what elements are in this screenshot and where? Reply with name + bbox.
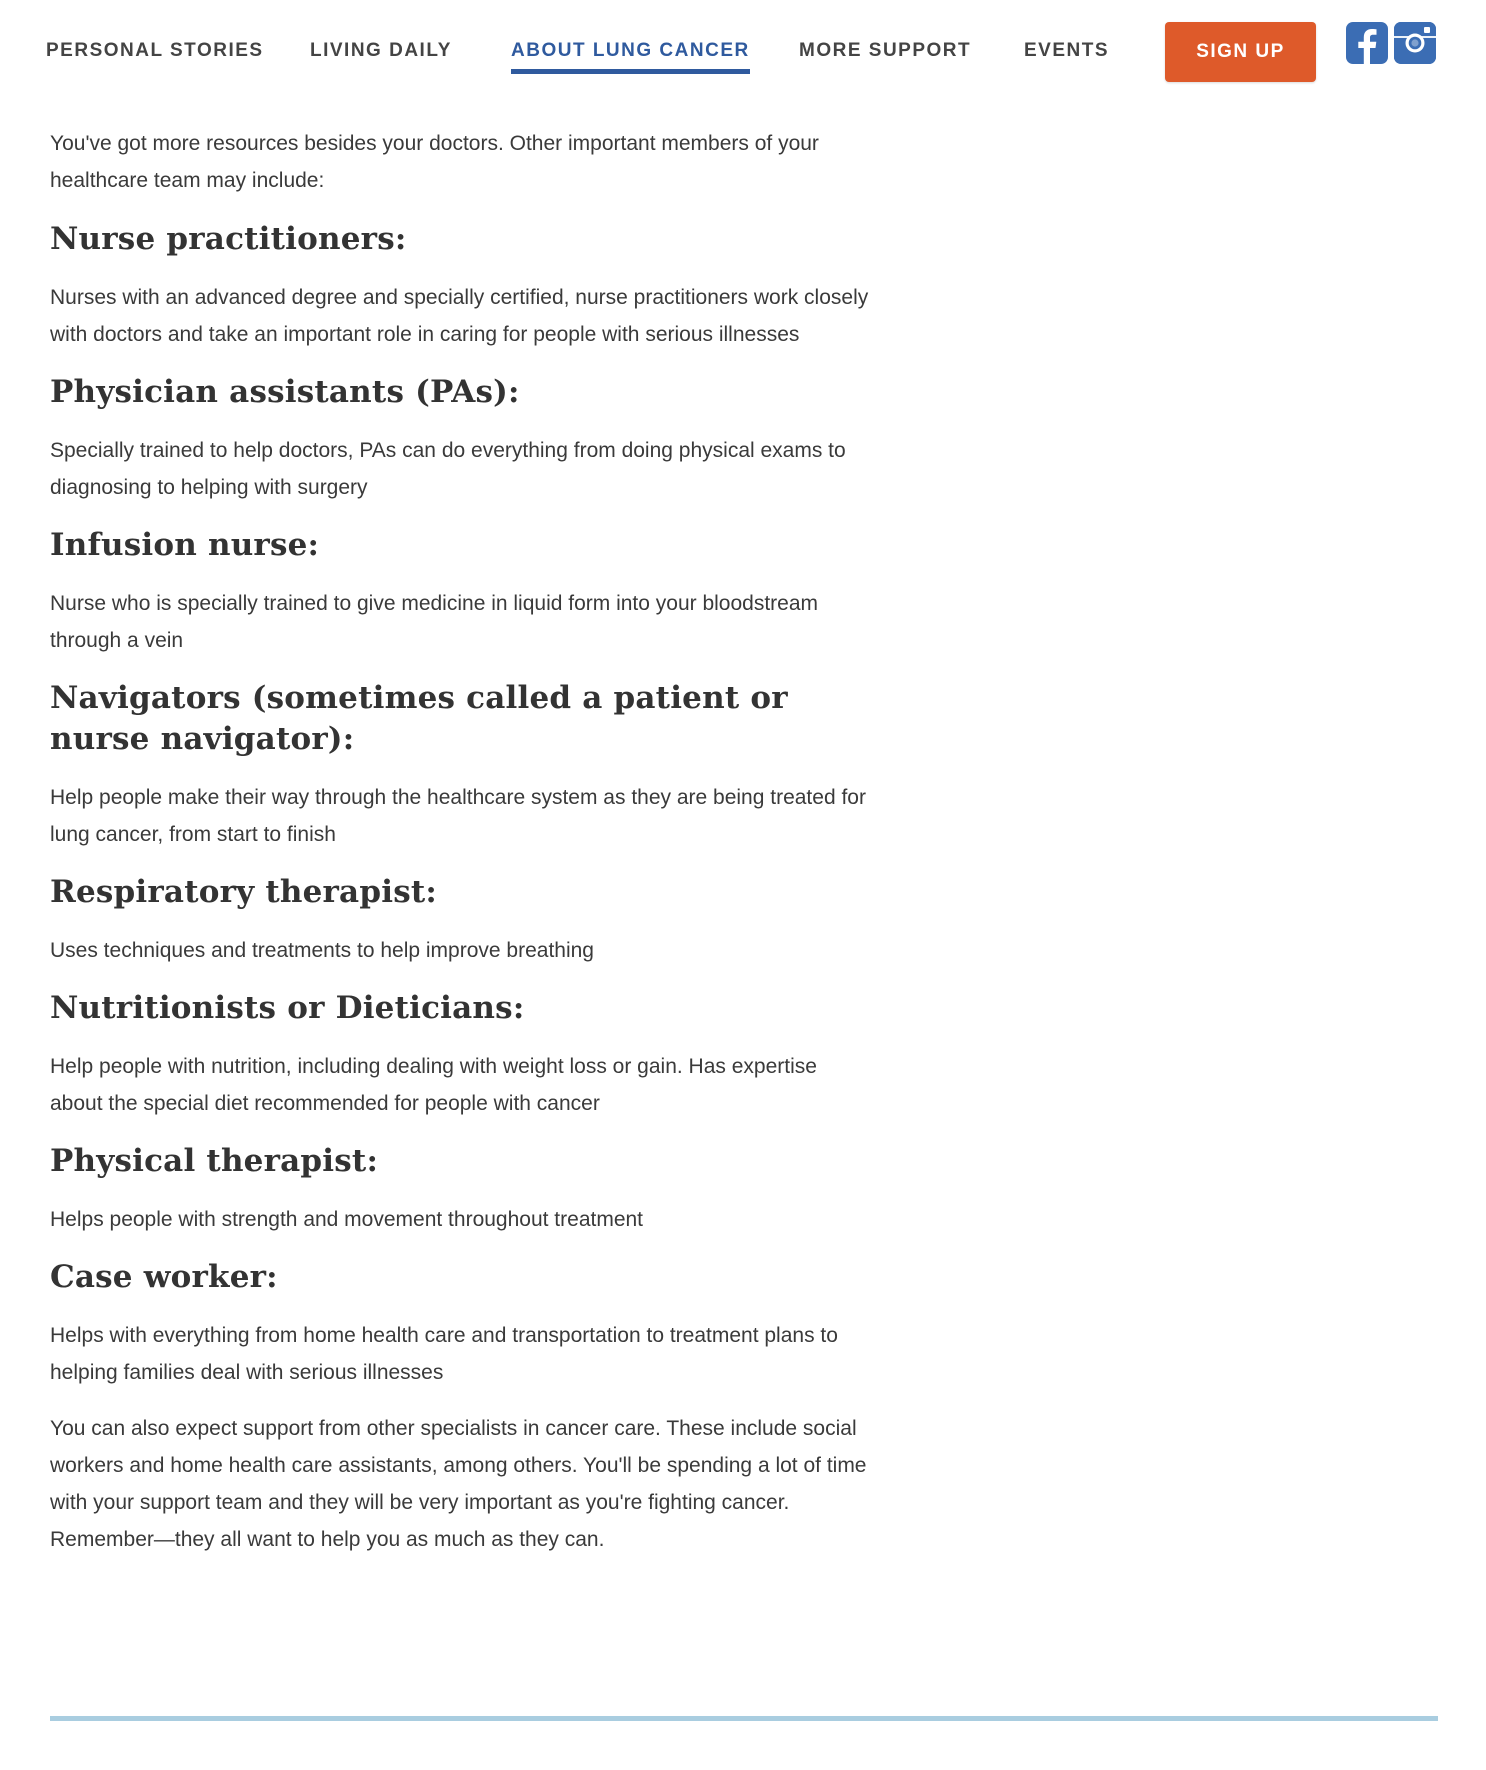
section-heading: Physician assistants (PAs): [50, 374, 520, 410]
nav-item-events[interactable]: EVENTS [1024, 40, 1110, 61]
section-body: Specially trained to help doctors, PAs can do everything from doing physical exams to diagnosing to helping with surgery [50, 439, 846, 499]
footer-divider [50, 1716, 1438, 1721]
section-body: Helps with everything from home health care and transportation to treatment plans to helping families deal with serious illnesses [50, 1324, 838, 1384]
section-body: Uses techniques and treatments to help improve breathing [50, 939, 594, 962]
section-heading: Case worker: [50, 1259, 278, 1295]
instagram-icon[interactable] [1394, 22, 1436, 64]
section-body: Nurse who is specially trained to give medicine in liquid form into your bloodstream through a vein [50, 592, 819, 652]
sign-up-button[interactable]: SIGN UP [1165, 22, 1316, 82]
section-nutritionists [50, 988, 870, 1122]
nav-item-personal-stories[interactable]: PERSONAL STORIES [46, 40, 264, 61]
section-heading: Physical therapist: [50, 1143, 379, 1179]
instagram-glyph [1394, 22, 1436, 64]
article-content [50, 125, 870, 1558]
closing-paragraph: You can also expect support from other specialists in cancer care. These include social workers and home health care assistants, among others. You'll be spending a lot of time with your support team and they will be very important as you're fighting cancer. Remember—they all want to help you as much as they can. [50, 1417, 867, 1551]
facebook-icon[interactable] [1346, 22, 1388, 64]
section-body: Help people make their way through the healthcare system as they are being treated for lung cancer, from start to finish [50, 786, 866, 846]
nav-item-more-support[interactable]: MORE SUPPORT [799, 40, 972, 61]
section-body: Helps people with strength and movement throughout treatment [50, 1208, 644, 1231]
section-heading: Navigators (sometimes called a patient or nurse navigator): [50, 680, 788, 757]
section-heading: Nurse practitioners: [50, 221, 407, 257]
section-physician-assistants [50, 372, 870, 506]
nav-item-living-daily[interactable]: LIVING DAILY [310, 40, 452, 61]
section-physical-therapist [50, 1141, 870, 1238]
section-nurse-practitioners [50, 219, 870, 353]
section-heading: Infusion nurse: [50, 527, 320, 563]
section-case-worker [50, 1257, 870, 1391]
section-body: Nurses with an advanced degree and specially certified, nurse practitioners work closely with doctors and take an important role in caring for people with serious illnesses [50, 286, 869, 346]
intro-paragraph: You've got more resources besides your doctors. Other important members of your healthcare team may include: [50, 132, 819, 192]
section-infusion-nurse [50, 525, 870, 659]
facebook-glyph [1346, 22, 1388, 64]
section-heading: Respiratory therapist: [50, 874, 438, 910]
section-body: Help people with nutrition, including dealing with weight loss or gain. Has expertise about the special diet recommended for people with cancer [50, 1055, 817, 1115]
section-navigators [50, 678, 870, 853]
section-respiratory-therapist [50, 872, 870, 969]
section-heading: Nutritionists or Dieticians: [50, 990, 525, 1026]
nav-item-about-lung-cancer[interactable]: ABOUT LUNG CANCER [511, 40, 750, 61]
top-navigation [0, 0, 1486, 110]
